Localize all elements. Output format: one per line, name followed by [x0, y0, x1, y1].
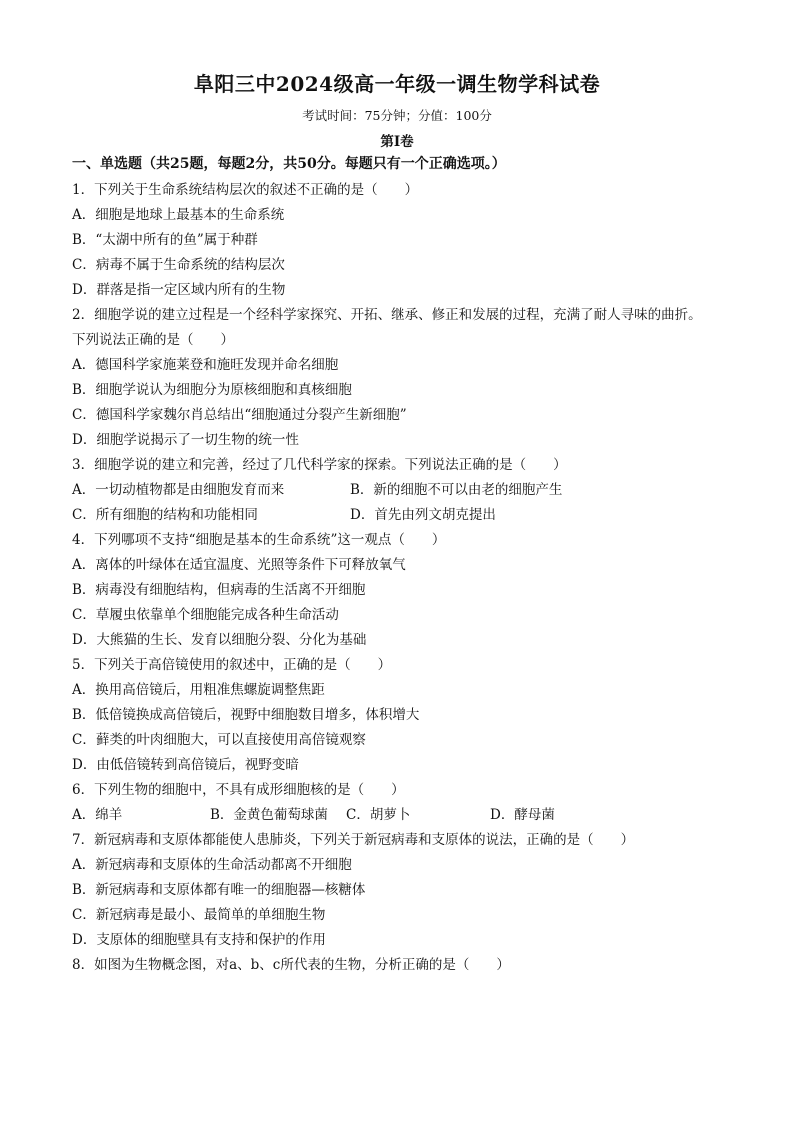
- question-4-option-a: A．离体的叶绿体在适宜温度、光照等条件下可释放氧气: [72, 557, 406, 573]
- volume-heading: 第Ⅰ卷: [380, 134, 414, 150]
- question-2-stem-line-1: 2．细胞学说的建立过程是一个经科学家探究、开拓、继承、修正和发展的过程，充满了耐人寻味的曲折。: [72, 307, 702, 323]
- question-1-option-d: D．群落是指一定区域内所有的生物: [72, 282, 286, 298]
- question-6-option-c: C．胡萝卜: [346, 807, 411, 823]
- question-2-option-a: A．德国科学家施莱登和施旺发现并命名细胞: [72, 357, 339, 373]
- question-6-option-d: D．酵母菌: [490, 807, 555, 823]
- question-3-option-a: A．一切动植物都是由细胞发育而来: [72, 482, 285, 498]
- question-1-option-a: A．细胞是地球上最基本的生命系统: [72, 207, 285, 223]
- question-4-option-d: D．大熊猫的生长、发育以细胞分裂、分化为基础: [72, 632, 367, 648]
- question-7-option-c: C．新冠病毒是最小、最简单的单细胞生物: [72, 907, 326, 923]
- question-3-stem: 3．细胞学说的建立和完善，经过了几代科学家的探索。下列说法正确的是（ ）: [72, 457, 567, 473]
- question-3-options-row-2: [72, 503, 742, 528]
- question-7-option-b: B．新冠病毒和支原体都有唯一的细胞器—核糖体: [72, 882, 366, 898]
- question-1-stem: 1．下列关于生命系统结构层次的叙述不正确的是（ ）: [72, 182, 419, 198]
- question-5-option-a: A．换用高倍镜后，用粗准焦螺旋调整焦距: [72, 682, 325, 698]
- question-3-options-row-1: [72, 478, 742, 503]
- question-7-stem: 7．新冠病毒和支原体都能使人患肺炎，下列关于新冠病毒和支原体的说法，正确的是（ ）: [72, 832, 635, 848]
- question-6-option-b: B．金黄色葡萄球菌: [210, 807, 328, 823]
- question-8-stem: 8．如图为生物概念图，对a、b、c所代表的生物，分析正确的是（ ）: [72, 957, 510, 973]
- question-5-option-c: C．藓类的叶肉细胞大，可以直接使用高倍镜观察: [72, 732, 366, 748]
- question-3-option-b: B．新的细胞不可以由老的细胞产生: [350, 482, 563, 498]
- question-2-stem-line-2: 下列说法正确的是（ ）: [72, 332, 234, 348]
- question-list: [72, 178, 742, 978]
- question-6-option-a: A．绵羊: [72, 807, 123, 823]
- question-1-option-c: C．病毒不属于生命系统的结构层次: [72, 257, 285, 273]
- question-3-option-d: D．首先由列文胡克提出: [350, 507, 496, 523]
- question-2-option-b: B．细胞学说认为细胞分为原核细胞和真核细胞: [72, 382, 352, 398]
- question-1-option-b: B．“太湖中所有的鱼”属于种群: [72, 232, 258, 248]
- question-2-option-d: D．细胞学说揭示了一切生物的统一性: [72, 432, 299, 448]
- question-7-option-a: A．新冠病毒和支原体的生命活动都离不开细胞: [72, 857, 352, 873]
- exam-title: 阜阳三中2024级高一年级一调生物学科试卷: [193, 72, 601, 96]
- question-4-option-c: C．草履虫依靠单个细胞能完成各种生命活动: [72, 607, 339, 623]
- section-heading: 一、单选题（共25题，每题2分，共50分。每题只有一个正确选项。）: [72, 156, 506, 172]
- question-2-option-c: C．德国科学家魏尔肖总结出“细胞通过分裂产生新细胞”: [72, 407, 407, 423]
- question-4-option-b: B．病毒没有细胞结构，但病毒的生活离不开细胞: [72, 582, 366, 598]
- question-3-option-c: C．所有细胞的结构和功能相同: [72, 507, 258, 523]
- question-5-stem: 5．下列关于高倍镜使用的叙述中，正确的是（ ）: [72, 657, 392, 673]
- question-6-stem: 6．下列生物的细胞中，不具有成形细胞核的是（ ）: [72, 782, 405, 798]
- exam-info: 考试时间：75分钟；分值：100分: [302, 108, 492, 123]
- question-7-option-d: D．支原体的细胞壁具有支持和保护的作用: [72, 932, 326, 948]
- question-5-option-b: B．低倍镜换成高倍镜后，视野中细胞数目增多，体积增大: [72, 707, 420, 723]
- question-5-option-d: D．由低倍镜转到高倍镜后，视野变暗: [72, 757, 299, 773]
- question-4-stem: 4．下列哪项不支持“细胞是基本的生命系统”这一观点（ ）: [72, 532, 446, 548]
- question-6-options-row: [72, 803, 742, 828]
